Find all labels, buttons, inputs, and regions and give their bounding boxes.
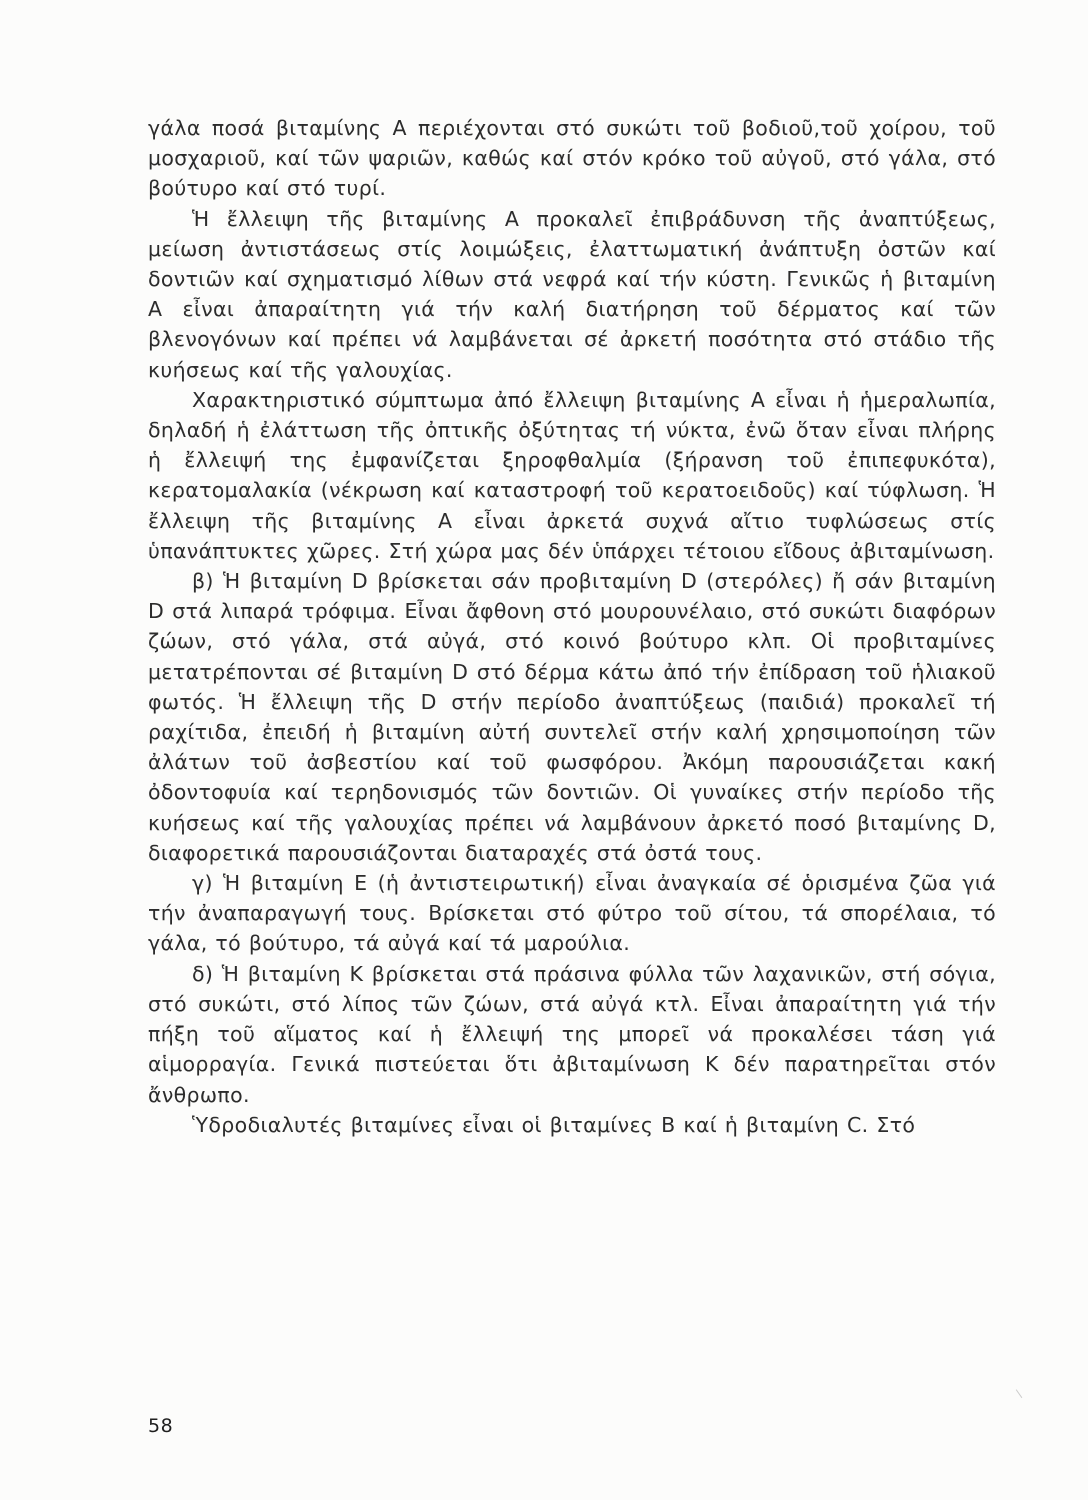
paragraph-water-soluble: Ὑδροδιαλυτές βιταμίνες εἶναι οἱ βιταμίνες Β καί ἡ βιταμίνη C. Στό xyxy=(192,1112,916,1137)
paragraph-vitamin-k: δ) Ἡ βιταμίνη Κ βρίσκεται στά πράσινα φύλλα τῶν λαχανικῶν, στή σόγια, στό συκώτι, στό λίπος τῶν ζώων, στά αὐγά κτλ. Εἶναι ἀπαραίτητη γιά τήν πήξη τοῦ αἵματος καί ἡ ἔλλειψή της μπορεῖ νά προκαλέσει τάση γιά αἱμορραγία. Γενικά πιστεύεται ὅτι ἀβιταμίνωση Κ δέν παρατηρεῖται στόν ἄνθρωπο. xyxy=(148,961,996,1107)
paragraph-vitamin-a-deficiency: Ἡ ἔλλειψη τῆς βιταμίνης Α προκαλεῖ ἐπιβράδυνση τῆς ἀναπτύξεως, μείωση ἀντιστάσεως στίς λοιμώξεις, ἐλαττωματική ἀνάπτυξη ὀστῶν καί δοντιῶν καί σχηματισμό λίθων στά νεφρά καί τήν κύστη. Γενικῶς ἡ βιταμίνη Α εἶναι ἀπαραίτητη γιά τήν καλή διατήρηση τοῦ δέρματος καί τῶν βλενογόνων καί πρέπει νά λαμβάνεται σέ ἀρκετή ποσότητα στό στάδιο τῆς κυήσεως καί τῆς γαλουχίας. xyxy=(148,206,996,382)
paragraph-vitamin-d: β) Ἡ βιταμίνη D βρίσκεται σάν προβιταμίνη D (στερόλες) ἤ σάν βιταμίνη D στά λιπαρά τρόφιμα. Εἶναι ἄφθονη στό μουρουνέλαιο, στό συκώτι διαφόρων ζώων, στό γάλα, στά αὐγά, στό κοινό βούτυρο κλπ. Οἱ προβιταμίνες μετατρέπονται σέ βιταμίνη D στό δέρμα κάτω ἀπό τήν ἐπίδραση τοῦ ἡλιακοῦ φωτός. Ἡ ἔλλειψη τῆς D στήν περίοδο ἀναπτύξεως (παιδιά) προκαλεῖ τή ραχίτιδα, ἐπειδή ἡ βιταμίνη αὐτή συντελεῖ στήν καλή χρησιμοποίηση τῶν ἀλάτων τοῦ ἀσβεστίου καί τοῦ φωσφόρου. Ἀκόμη παρουσιάζεται κακή ὀδοντοφυία καί τερηδονισμός τῶν δοντιῶν. Οἱ γυναίκες στήν περίοδο τῆς κυήσεως καί τῆς γαλουχίας πρέπει νά λαμβάνουν ἀρκετό ποσό βιταμίνης D, διαφορετικά παρουσιάζονται διαταραχές στά ὀστά τους. xyxy=(148,569,996,865)
paragraph-continuation: γάλα ποσά βιταμίνης Α περιέχονται στό συκώτι τοῦ βοδιοῦ,τοῦ χοίρου, τοῦ μοσχαριοῦ, καί τῶν ψαριῶν, καθώς καί στόν κρόκο τοῦ αὐγοῦ, στό γάλα, στό βούτυρο καί στό τυρί. xyxy=(148,116,996,201)
paragraph-vitamin-e: γ) Ἡ βιταμίνη Ε (ἡ ἀντιστειρωτική) εἶναι ἀναγκαία σέ ὁρισμένα ζῶα γιά τήν ἀναπαραγωγή τους. Βρίσκεται στό φύτρο τοῦ σίτου, τά σπορέλαια, τό γάλα, τό βούτυρο, τά αὐγά καί τά μαρούλια. xyxy=(148,871,996,956)
page-number: 58 xyxy=(148,1415,174,1437)
body-text xyxy=(148,113,996,1140)
margin-mark xyxy=(1016,1386,1027,1398)
paragraph-vitamin-a-symptoms: Χαρακτηριστικό σύμπτωμα ἀπό ἔλλειψη βιταμίνης Α εἶναι ἡ ἡμεραλωπία, δηλαδή ἡ ἐλάττωση τῆς ὀπτικῆς ὀξύτητας τή νύκτα, ἐνῶ ὅταν εἶναι πλήρης ἡ ἔλλειψή της ἐμφανίζεται ξηροφθαλμία (ξήρανση τοῦ ἐπιπεφυκότα), κερατομαλακία (νέκρωση καί καταστροφή τοῦ κερατοειδοῦς) καί τύφλωση. Ἡ ἔλλειψη τῆς βιταμίνης Α εἶναι ἀρκετά συχνά αἴτιο τυφλώσεως στίς ὑπανάπτυκτες χῶρες. Στή χώρα μας δέν ὑπάρχει τέτοιου εἴδους ἀβιταμίνωση. xyxy=(148,387,996,563)
